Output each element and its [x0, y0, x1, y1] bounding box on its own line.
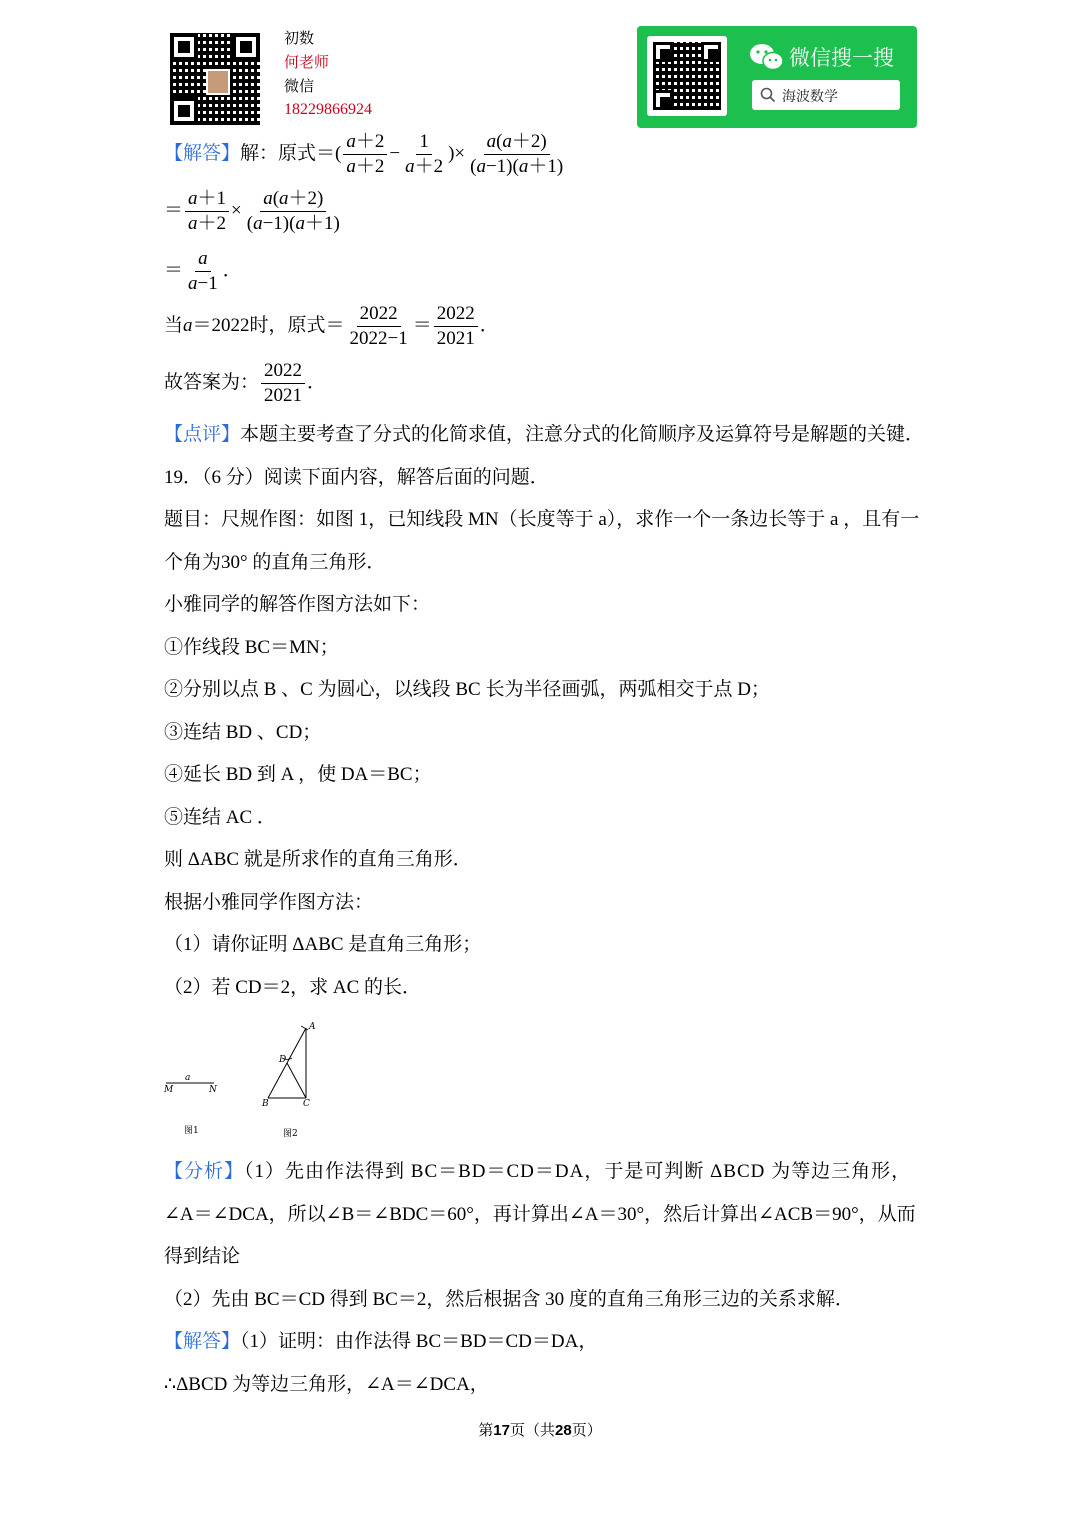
period: ．	[307, 371, 327, 393]
q19-based-on: 根据小雅同学作图方法：	[164, 892, 374, 913]
q19-title: 19．（6 分）阅读下面内容，解答后面的问题．	[164, 467, 549, 488]
analysis19-line4: （2）先由 BC＝CD 得到 BC＝2，然后根据含 30 度的直角三角形三边的关系求解．	[164, 1289, 854, 1310]
q19-prompt-line2: 个角为30° 的直角三角形．	[164, 552, 386, 573]
header-teacher-name: 何老师	[284, 53, 330, 71]
q19-step4: ④延长 BD 到 A ，使 DA＝BC；	[164, 764, 432, 785]
analysis-text-1: （1）先由作法得到 BC＝BD＝CD＝DA，于是可判断 ΔBCD 为等边三角形，	[244, 1161, 912, 1182]
wechat-search-box[interactable]	[752, 80, 900, 110]
when-eq-text: 时，原式＝	[249, 314, 345, 336]
fraction: $\frac{2022}{2021}$	[261, 360, 305, 407]
header-phone: 18229866924	[284, 101, 372, 118]
qr-finder-icon	[232, 33, 260, 61]
answer18-line2: ＝ $\frac{a+1}{a+2}$ × $\frac{a(a+2)}{(a-1)(a+1)}$	[164, 188, 345, 235]
wechat-title: 微信搜一搜	[789, 46, 894, 70]
label-A: A	[309, 1022, 316, 1032]
footer-prefix: 第	[478, 1423, 494, 1439]
q19-step3: ③连结 BD 、CD；	[164, 722, 322, 743]
header-label-wechat: 微信	[284, 77, 315, 95]
period: ．	[222, 259, 242, 281]
wechat-search-banner[interactable]	[637, 26, 917, 128]
comment-tag: 【点评】	[164, 424, 241, 445]
q19-step5: ⑤连结 AC ．	[164, 807, 276, 828]
label-M: M	[164, 1085, 174, 1095]
qr-pattern	[653, 42, 721, 110]
fraction: $\frac{a+1}{a+2}$	[185, 188, 229, 235]
label-C: C	[303, 1099, 310, 1109]
answer18-line5	[164, 360, 326, 407]
label-D: D	[279, 1055, 287, 1065]
when-text: 当	[164, 314, 184, 336]
analysis19-line1	[164, 1160, 911, 1184]
qr-finder-icon	[653, 42, 673, 62]
fig1-label: 图1	[184, 1126, 199, 1136]
analysis19-line3: 得到结论	[164, 1246, 241, 1267]
qr-finder-icon	[653, 90, 673, 110]
label-a: a	[185, 1073, 191, 1083]
label-N: N	[209, 1085, 217, 1095]
footer-suffix: 页）	[571, 1423, 602, 1439]
therefore-text: 故答案为：	[164, 371, 260, 393]
wechat-qr-code	[647, 36, 727, 116]
page-total: 28	[555, 1422, 572, 1439]
footer-mid: 页（共	[509, 1423, 555, 1439]
q19-conclusion: 则 ΔABC 就是所求作的直角三角形．	[164, 849, 472, 870]
analysis19-line2: ∠A＝∠DCA，所以∠B＝∠BDC＝60°，再计算出∠A＝30°，然后计算出∠ACB＝90°，从而	[164, 1204, 916, 1225]
fraction: $\frac{a}{a-1}$	[188, 248, 218, 294]
answer19-line1	[164, 1330, 597, 1354]
header-label-subject: 初数	[284, 29, 315, 47]
qr-code-left	[170, 33, 260, 125]
page-footer	[0, 1419, 1080, 1440]
q19-prompt-line1: 题目：尺规作图：如图 1，已知线段 MN（长度等于 a），求作一个一条边长等于 a ，且有一	[164, 509, 920, 530]
wechat-search-text: 海波数学	[782, 89, 838, 105]
answer19-line2: ∴ΔBCD 为等边三角形，∠A＝∠DCA，	[164, 1374, 489, 1395]
answer18-line3: ＝ $\frac{a}{a-1}$ ．	[164, 248, 242, 294]
wechat-logo-icon	[749, 42, 785, 72]
q19-part2: （2）若 CD＝2，求 AC 的长．	[164, 977, 422, 998]
fig2-label: 图2	[283, 1129, 298, 1139]
qr-finder-icon	[701, 42, 721, 62]
fraction: $\frac{2022}{2022-1}$	[349, 303, 408, 349]
qr-finder-icon	[170, 33, 198, 61]
comment18	[164, 423, 924, 447]
fraction: $\frac{1}{a+2}$	[405, 131, 444, 177]
q19-method-intro: 小雅同学的解答作图方法如下：	[164, 594, 431, 615]
answer19-text-1: （1）证明：由作法得 BC＝BD＝CD＝DA，	[240, 1331, 598, 1352]
answer-tag: 【解答】	[164, 142, 241, 164]
q19-step2: ②分别以点 B 、C 为圆心，以线段 BC 长为半径画弧，两弧相交于点 D；	[164, 679, 770, 700]
fraction: $\frac{a+2}{a+2}$	[343, 131, 387, 178]
page-number: 17	[493, 1422, 510, 1439]
fraction: $\frac{a(a+2)}{(a-1)(a+1)}$	[246, 188, 340, 234]
q19-part1: （1）请你证明 ΔABC 是直角三角形；	[164, 934, 482, 955]
q19-step1: ①作线段 BC＝MN；	[164, 637, 339, 658]
analysis-tag: 【分析】	[164, 1161, 245, 1182]
qr-finder-icon	[170, 97, 198, 125]
answer18-line4: 当a＝2022时，原式＝ $\frac{2022}{2022-1}$ ＝ $\frac{2022}{2021}$ ．	[164, 303, 499, 349]
comment-text: 本题主要考查了分式的化简求值，注意分式的化简顺序及运算符号是解题的关键．	[240, 424, 925, 445]
fraction: $\frac{a(a+2)}{(a-1)(a+1)}$	[470, 131, 564, 177]
label-B: B	[262, 1099, 269, 1109]
answer18-line1: 【解答】解：原式＝( $\frac{a+2}{a+2}$ − $\frac{1}{a+2}$ )× $\frac{a(a+2)}{(a-1)(a+1)}$	[164, 131, 568, 178]
answer-tag: 【解答】	[164, 1331, 241, 1352]
fraction: $\frac{2022}{2021}$	[434, 303, 478, 350]
search-icon	[760, 87, 776, 103]
answer18-intro: 解：原式＝(	[240, 142, 342, 164]
avatar	[206, 69, 230, 95]
